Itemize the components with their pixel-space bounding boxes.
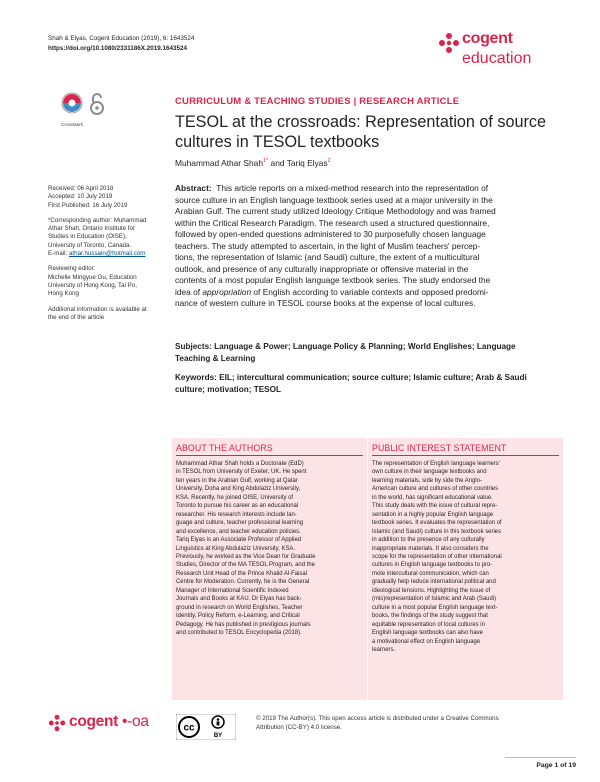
subjects-line: Teaching & Learning — [175, 353, 256, 363]
abstract-line: outlook, and presence of any culturally inappropriate or offensive material in the — [175, 263, 469, 274]
panel-line: Manager of International Scientific Indexed — [176, 587, 289, 594]
panel-line: Islamic (and Saudi) culture in this textbook series — [372, 528, 502, 535]
email-link[interactable]: athar.hussain@hotmail.com — [68, 250, 146, 258]
panel-line: Tariq Elyas is an Associate Professor of Applied — [176, 537, 302, 544]
cogent-education-logo[interactable] — [438, 30, 570, 76]
abstract-line: Arabian Gulf. The current study utilized Ideology Critique Methodology and was framed — [175, 206, 496, 217]
brand-sub: education — [462, 50, 532, 67]
panel-line: gradually help reduce international political and — [372, 579, 496, 586]
panel-line: (mis)representation of Islamic and Arab (Saudi) — [372, 596, 497, 603]
section-label: CURRICULUM & TEACHING STUDIES | RESEARCH ARTICLE — [175, 96, 460, 107]
crossmark-icon[interactable] — [61, 92, 83, 120]
panel-line: cultures in English language textbooks to pro- — [372, 562, 493, 569]
abstract-line: nance of western culture in TESOL course books at the expense of local cultures. — [175, 298, 476, 309]
additional-info-line: Additional information is available at — [48, 305, 147, 313]
author-line — [175, 158, 331, 168]
panel-line: in the world, has significant educational value. — [372, 494, 493, 501]
panel-line: Studies, Director of the MA TESOL Program, and the — [176, 562, 315, 569]
panel-line: guage and culture, teacher professional learning — [176, 520, 304, 527]
panel-line: and excellence, and teacher education policies. — [176, 528, 301, 535]
email-label: E-mail: — [48, 250, 69, 258]
panel-line: inappropriate materials. It also considers the — [372, 545, 489, 552]
license-text — [256, 715, 576, 732]
panel-body — [176, 460, 315, 638]
panel-line: Journals and Books at KAU. Dr Elyas has back- — [176, 596, 302, 603]
abstract-line: contents of a most popular English language textbook series. The study endorsed the — [175, 275, 491, 286]
author-affiliation-mark: 1* — [263, 158, 269, 165]
open-access-icon — [89, 92, 105, 116]
abstract-line: within the Critical Research Paradigm. The research used a structured questionnaire, — [175, 217, 490, 228]
panel-line: Centre for Moderation. Currently, he is the General — [176, 579, 310, 586]
panel-line: University, Doha and King Abdulaziz University, — [176, 486, 301, 493]
reviewing-line: Hong Kong — [48, 290, 79, 298]
panel-line: scope for the representation of other international — [372, 553, 502, 560]
abstract-label: Abstract: — [175, 183, 212, 193]
cogent-flower-icon — [48, 714, 66, 732]
panel-heading: ABOUT THE AUTHORS — [176, 443, 273, 453]
panel-line: learning materials, side by side the Anglo- — [372, 477, 482, 484]
crossmark-label: CrossMark — [61, 122, 83, 127]
about-authors-panel — [172, 438, 367, 700]
additional-info-line: the end of the article — [48, 313, 105, 321]
subjects-line: Subjects: Language & Power; Language Policy & Planning; World Englishes; Language — [175, 342, 516, 351]
reviewing-line: University of Hong Kong, Tai Po, — [48, 281, 137, 289]
abstract-line: teachers. The study attempted to ascertain, in the light of Muslim teachers' percep- — [175, 240, 481, 251]
cogent-flower-icon — [438, 32, 460, 54]
abstract-line: followed by open-ended questions administered to 30 purposefully chosen language — [175, 229, 486, 240]
panel-line: KSA. Recently, he joined OISE, University of — [176, 494, 294, 501]
italic-term: appropriation — [202, 286, 252, 297]
received-date: Received: 06 April 2018 — [48, 185, 114, 192]
citation-block — [48, 34, 194, 53]
cc-label: cc — [183, 722, 195, 734]
panel-line: in TESOL from University of Exeter, UK. He spent — [176, 469, 307, 476]
cc-by-license-badge[interactable] — [176, 714, 236, 740]
keywords-line: culture; motivation; TESOL — [175, 384, 281, 394]
panel-line: Research Unit Head of the Prince Khalid Al-Faisal — [176, 570, 308, 577]
panel-line: textbook series. It evaluates the representation of — [372, 520, 502, 527]
corresponding-line: Studies in Education (OISE), — [48, 233, 127, 241]
title-line: TESOL at the crossroads: Representation of source — [175, 113, 546, 131]
keywords — [175, 372, 575, 395]
abstract-line: tions, the representation of Islamic (and Saudi) culture, the extent of a multicultural — [175, 252, 480, 263]
panel-line: and contributed to TESOL Encyclopedia (2018). — [176, 630, 302, 637]
panel-line: This study deals with the issue of cultural repre- — [372, 503, 498, 510]
abstract-line: Abstract: This article reports on a mixed-method research into the representation of — [175, 183, 489, 193]
panel-line: Pedagogy. He has published in prestigious journals — [176, 621, 311, 628]
email-row — [48, 250, 166, 258]
by-label: BY — [213, 733, 223, 739]
panel-line: a motivational effect on English language — [372, 638, 481, 645]
article-title — [175, 113, 575, 152]
published-date: First Published: 16 July 2019 — [48, 201, 128, 209]
brand-name: cogent — [462, 30, 513, 47]
panel-body — [372, 460, 502, 654]
author-name[interactable]: Tariq Elyas — [286, 158, 328, 168]
panel-line: Previously, he worked as the Vice Dean for Graduate — [176, 553, 316, 560]
panel-line: English language textbooks can also have — [372, 630, 483, 637]
panel-rule — [176, 455, 363, 456]
abstract — [175, 183, 575, 310]
author-affiliation-mark: 2 — [327, 158, 331, 165]
public-interest-panel — [368, 438, 563, 700]
corresponding-line: University of Toronto, Canada. — [48, 241, 132, 249]
panel-line: American culture and cultures of other countries — [372, 486, 499, 493]
license-line: © 2019 The Author(s). This open access article is distributed under a Creative Commons — [256, 715, 499, 722]
panel-line: Muhammad Athar Shah holds a Doctorate (EdD) — [176, 461, 304, 467]
panel-heading: PUBLIC INTEREST STATEMENT — [372, 443, 507, 453]
panel-line: Toronto to pursue his career as an educational — [176, 503, 299, 510]
panel-line: The representation of English language learners' — [372, 461, 500, 467]
accepted-date: Accepted: 10 July 2019 — [48, 193, 113, 201]
panel-line: sentation in a highly popular English language — [372, 511, 494, 518]
panel-line: ground in research on World Englishes, Teacher — [176, 604, 303, 611]
citation-text: Shah & Elyas, Cogent Education (2019), 6: 1643524 — [48, 35, 195, 42]
panel-line: learners. — [372, 646, 396, 653]
page-number-rule — [505, 757, 576, 758]
panel-line: mote intercultural communication, which can — [372, 570, 489, 577]
author-connector: and — [268, 158, 287, 168]
author-name[interactable]: Muhammad Athar Shah — [175, 158, 263, 168]
panel-line: books, the findings of the study suggest that — [372, 613, 488, 620]
abstract-line: idea of appropriation of English according to variable contexts and opposed predomi- — [175, 286, 489, 297]
panel-line: equitable representation of local cultures in — [372, 621, 485, 628]
corresponding-line: Athar Shah, Ontario Institute for — [48, 225, 136, 233]
panel-line: Linguistics at King Abdulaziz University, KSA. — [176, 545, 296, 552]
panel-line: in addition to the presence of any culturally — [372, 537, 485, 544]
panel-line: researcher. His research interests include lan- — [176, 511, 297, 518]
panel-line: ten years in the Arabian Gulf, working at Qatar — [176, 477, 298, 484]
panel-line: Identity, Policy Reform, e-Learning, and Critical — [176, 613, 300, 620]
footer-logo-text: cogent •-oa — [69, 713, 149, 730]
article-metadata-sidebar — [48, 185, 166, 322]
keywords-line: Keywords: EIL; intercultural communication; source culture; Islamic culture; Arab & Saudi — [175, 373, 527, 382]
page-number: Page 1 of 19 — [536, 762, 576, 769]
panel-line: ideological tensions. Highlighting the issue of — [372, 587, 491, 594]
badges — [61, 92, 117, 132]
reviewing-line: Michelle Mingyue Gu, Education — [48, 273, 137, 281]
license-line: Attribution (CC-BY) 4.0 license. — [256, 723, 342, 731]
panel-line: culture in a most popular English language text- — [372, 604, 498, 611]
doi-link[interactable]: https://doi.org/10.1080/2331186X.2019.1643524 — [48, 44, 187, 52]
abstract-line: source culture in an English language textbook series used at a major university in the — [175, 194, 493, 205]
panel-rule — [372, 455, 559, 456]
corresponding-line: *Corresponding author: Muhammad — [48, 216, 147, 224]
title-line: cultures in TESOL textbooks — [175, 132, 380, 151]
subjects — [175, 341, 575, 364]
panel-line: own culture in their language textbooks and — [372, 469, 487, 476]
reviewing-line: Reviewing editor: — [48, 265, 96, 273]
